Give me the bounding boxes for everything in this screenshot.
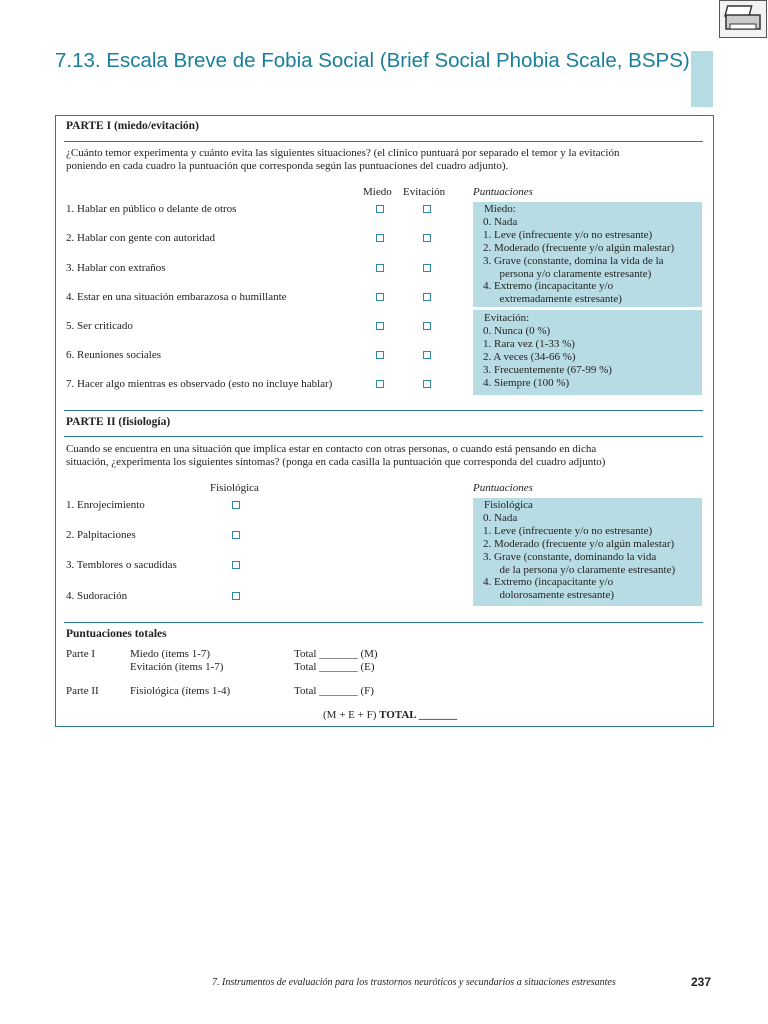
fear-checkbox[interactable]	[376, 322, 384, 330]
part2-heading: PARTE II (fisiología)	[66, 416, 171, 428]
avoid-checkbox[interactable]	[423, 322, 431, 330]
col-avoid-header: Evitación	[403, 186, 446, 198]
printer-icon[interactable]	[719, 0, 767, 38]
list-item: 5. Ser criticado	[66, 320, 133, 332]
list-item: 2. Palpitaciones	[66, 529, 136, 541]
footer-text: 7. Instrumentos de evaluación para los trastornos neuróticos y secundarios a situaciones estresantes	[212, 977, 616, 988]
page-title: 7.13. Escala Breve de Fobia Social (Brief Social Phobia Scale, BSPS)	[55, 49, 690, 72]
total-e-field[interactable]: Total _______ (E)	[294, 661, 375, 673]
part2-instructions: Cuando se encuentra en una situación que implica estar en contacto con otras personas, o cuando está pensando en dicha situación, ¿experimenta los siguientes síntomas? (ponga en cada casilla la puntuación que corresponda del cuadro adjunto)	[66, 443, 606, 468]
fear-total-label: Miedo (ítems 1-7)	[130, 648, 211, 660]
part1-total-label: Parte I	[66, 648, 96, 660]
col-fear-header: Miedo	[363, 186, 392, 198]
avoid-checkbox[interactable]	[423, 293, 431, 301]
total-f-field[interactable]: Total _______ (F)	[294, 685, 374, 697]
avoid-checkbox[interactable]	[423, 205, 431, 213]
phys-checkbox[interactable]	[232, 501, 240, 509]
avoid-checkbox[interactable]	[423, 234, 431, 242]
divider	[64, 141, 703, 142]
phys-scale-box: Fisiológica 0. Nada 1. Leve (infrecuente y/o no estresante) 2. Moderado (frecuente y/o algún malestar) 3. Grave (constante, dominando la vida de la persona y/o claramente estresante) 4. Extremo (incapacitante y/o dolorosamente estresante)	[473, 498, 702, 606]
part1-instructions: ¿Cuánto temor experimenta y cuánto evita las siguientes situaciones? (el clínico puntuará por separado el temor y la evitación poniendo en cada cuadro la puntuación que corresponda según las puntuaciones del cuadro adjunto).	[66, 147, 620, 172]
divider	[64, 410, 703, 411]
divider	[64, 622, 703, 623]
avoid-scale-box: Evitación: 0. Nunca (0 %) 1. Rara vez (1-33 %) 2. A veces (34-66 %) 3. Frecuentemente (67-99 %) 4. Siempre (100 %)	[473, 310, 702, 395]
fear-checkbox[interactable]	[376, 380, 384, 388]
list-item: 1. Enrojecimiento	[66, 499, 145, 511]
list-item: 6. Reuniones sociales	[66, 349, 162, 361]
phys-checkbox[interactable]	[232, 592, 240, 600]
col-phys-header: Fisiológica	[210, 482, 259, 494]
grand-total-formula: (M + E + F)	[323, 709, 377, 721]
list-item: 3. Hablar con extraños	[66, 262, 166, 274]
avoid-total-label: Evitación (ítems 1-7)	[130, 661, 224, 673]
totals-heading: Puntuaciones totales	[66, 628, 167, 640]
list-item: 2. Hablar con gente con autoridad	[66, 232, 216, 244]
avoid-checkbox[interactable]	[423, 264, 431, 272]
fear-checkbox[interactable]	[376, 293, 384, 301]
list-item: 4. Sudoración	[66, 590, 128, 602]
phys-checkbox[interactable]	[232, 531, 240, 539]
fear-checkbox[interactable]	[376, 205, 384, 213]
list-item: 3. Temblores o sacudidas	[66, 559, 177, 571]
fear-checkbox[interactable]	[376, 264, 384, 272]
list-item: 4. Estar en una situación embarazosa o humillante	[66, 291, 287, 303]
section-tab	[691, 51, 713, 107]
col-scores-header: Puntuaciones	[473, 482, 533, 494]
divider	[64, 436, 703, 437]
phys-total-label: Fisiológica (ítems 1-4)	[130, 685, 231, 697]
col-scores-header: Puntuaciones	[473, 186, 533, 198]
grand-total-row	[323, 709, 457, 722]
part1-heading: PARTE I (miedo/evitación)	[66, 120, 199, 132]
list-item: 1. Hablar en público o delante de otros	[66, 203, 237, 215]
phys-checkbox[interactable]	[232, 561, 240, 569]
list-item: 7. Hacer algo mientras es observado (esto no incluye hablar)	[66, 378, 333, 390]
fear-checkbox[interactable]	[376, 234, 384, 242]
grand-total-field[interactable]: TOTAL _______	[379, 709, 458, 721]
total-m-field[interactable]: Total _______ (M)	[294, 648, 378, 660]
fear-scale-box: Miedo: 0. Nada 1. Leve (infrecuente y/o no estresante) 2. Moderado (frecuente y/o algún malestar) 3. Grave (constante, domina la vida de la persona y/o claramente estresante) 4. Extremo (incapacitante y/o extremadamente estresante)	[473, 202, 702, 307]
page-number: 237	[691, 975, 712, 989]
part2-total-label: Parte II	[66, 685, 99, 697]
avoid-checkbox[interactable]	[423, 380, 431, 388]
avoid-checkbox[interactable]	[423, 351, 431, 359]
fear-checkbox[interactable]	[376, 351, 384, 359]
